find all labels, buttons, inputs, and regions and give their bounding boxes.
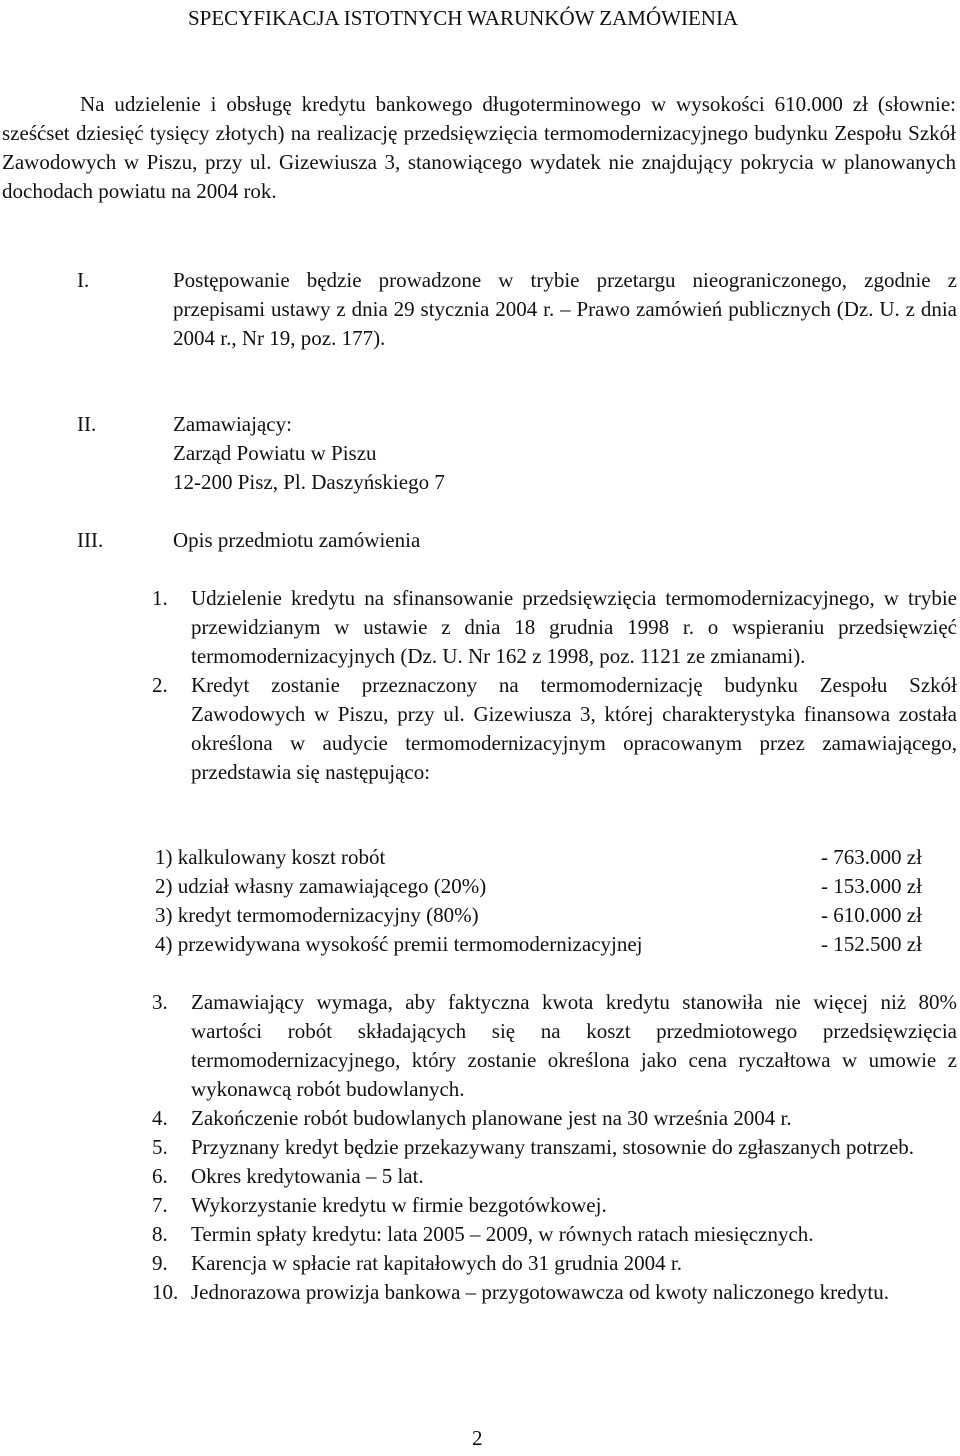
list-item-text: Przyznany kredyt będzie przekazywany transzami, stosownie do zgłaszanych potrzeb. [191,1135,915,1159]
list-item-number: 7. [152,1193,168,1217]
list-item [152,671,957,787]
page-number: 2 [472,1426,483,1450]
list-item-text: Jednorazowa prowizja bankowa – przygotowawcza od kwoty naliczonego kredytu. [191,1280,890,1304]
list-item-number: 8. [152,1222,168,1246]
list-item-text: Udzielenie kredytu na sfinansowanie przedsięwzięcia termomodernizacyjnego, w trybie przewidzianym w ustawie z dnia 18 grudnia 1998 r. o wspieraniu przedsięwzięć termomodernizacyjnych (Dz. U. Nr 162 z 1998, poz. 1121 ze zmianami). [191,586,957,668]
section-1-text: Postępowanie będzie prowadzone w trybie przetargu nieograniczonego, zgodnie z przepisami ustawy z dnia 29 stycznia 2004 r. – Prawo zamówień publicznych (Dz. U. z dnia 2004 r., Nr 19, poz. 177). [173,268,957,350]
list-item-text: Zakończenie robót budowlanych planowane jest na 30 września 2004 r. [191,1106,792,1130]
cost-value: - 610.000 zł [821,903,922,927]
cost-label: 4) przewidywana wysokość premii termomodernizacyjnej [155,932,643,956]
list-item [152,1133,957,1162]
section-1-numeral: I. [77,268,90,292]
cost-value: - 152.500 zł [821,932,922,956]
list-item-text: Okres kredytowania – 5 lat. [191,1164,424,1188]
cost-label: 3) kredyt termomodernizacyjny (80%) [155,903,479,927]
section-3-heading: Opis przedmiotu zamówienia [173,528,421,552]
list-item-number: 1. [152,586,168,610]
list-item [152,988,957,1104]
cost-row [155,872,945,901]
cost-row [155,930,945,959]
list-item [152,1220,957,1249]
cost-value: - 763.000 zł [821,845,922,869]
section-3-numeral: III. [77,528,104,552]
contracting-authority-name: Zarząd Powiatu w Piszu [173,441,377,465]
list-item-text: Kredyt zostanie przeznaczony na termomodernizację budynku Zespołu Szkół Zawodowych w Piszu, przy ul. Gizewiusza 3, której charakterystyka finansowa została określona w audycie termomodernizacyjnym opracowanym przez zamawiającego, przedstawia się następująco: [191,673,957,784]
list-item-text: Wykorzystanie kredytu w firmie bezgotówkowej. [191,1193,607,1217]
cost-row [155,901,945,930]
list-item-number: 3. [152,990,168,1014]
document-title: SPECYFIKACJA ISTOTNYCH WARUNKÓW ZAMÓWIENIA [188,6,739,30]
list-item-number: 9. [152,1251,168,1275]
list-item [152,1278,957,1307]
list-item [152,1249,957,1278]
cost-value: - 153.000 zł [821,874,922,898]
cost-label: 2) udział własny zamawiającego (20%) [155,874,487,898]
intro-paragraph: Na udzielenie i obsługę kredytu bankowego długoterminowego w wysokości 610.000 zł (słownie: sześćset dziesięć tysięcy złotych) na realizację przedsięwzięcia termomodernizacyjnego budynku Zespołu Szkół Zawodowych w Piszu, przy ul. Gizewiusza 3, stanowiącego wydatek nie znajdujący pokrycia w planowanych dochodach powiatu na 2004 rok. [2,92,956,203]
list-item [152,584,957,671]
contracting-authority-address: 12-200 Pisz, Pl. Daszyńskiego 7 [173,470,445,494]
list-item-number: 4. [152,1106,168,1130]
cost-breakdown [155,843,945,959]
list-item-number: 2. [152,673,168,697]
list-item [152,1191,957,1220]
cost-row [155,843,945,872]
list-item-number: 10. [152,1280,179,1304]
list-item [152,1162,957,1191]
section-2-body [173,410,957,497]
section-2-heading: Zamawiający: [173,412,292,436]
cost-label: 1) kalkulowany koszt robót [155,845,386,869]
list-item-text: Termin spłaty kredytu: lata 2005 – 2009, w równych ratach miesięcznych. [191,1222,814,1246]
list-item [152,1104,957,1133]
list-item-text: Zamawiający wymaga, aby faktyczna kwota kredytu stanowiła nie więcej niż 80% wartości robót składających się na koszt przedmiotowego przedsięwzięcia termomodernizacyjnego, który zostanie określona jako cena ryczałtowa w umowie z wykonawcą robót budowlanych. [191,990,957,1101]
item-list-b [152,988,957,1307]
item-list-a [152,584,957,787]
list-item-number: 5. [152,1135,168,1159]
section-2-numeral: II. [77,412,97,436]
list-item-number: 6. [152,1164,168,1188]
list-item-text: Karencja w spłacie rat kapitałowych do 31 grudnia 2004 r. [191,1251,683,1275]
